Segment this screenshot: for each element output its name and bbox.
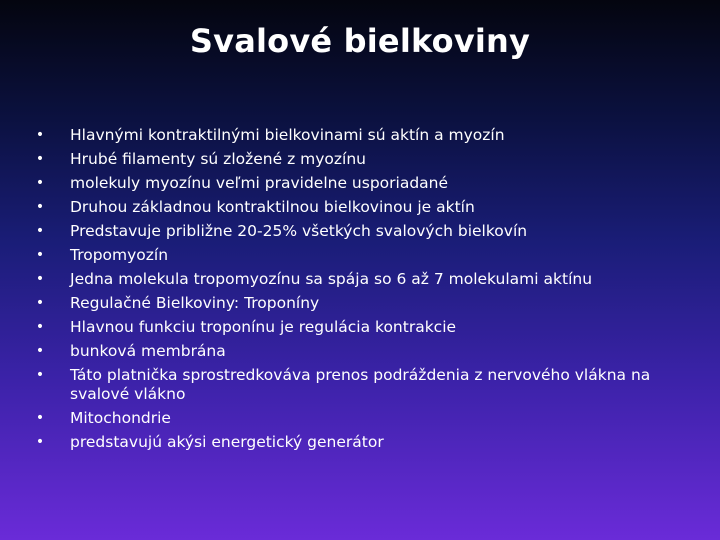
bullet-text: bunková membrána	[70, 342, 226, 360]
bullet-text: Táto platnička sprostredkováva prenos podráždenia z nervového vlákna na svalové vlákno	[70, 366, 651, 403]
bullet-icon: •	[35, 410, 45, 426]
bullet-icon: •	[35, 199, 45, 215]
bullet-item	[35, 174, 688, 193]
bullet-item	[35, 342, 688, 361]
bullet-icon: •	[35, 175, 45, 191]
bullet-item	[35, 150, 688, 169]
bullet-text: Regulačné Bielkoviny: Troponíny	[70, 294, 320, 312]
bullet-list	[35, 126, 688, 457]
bullet-text: Tropomyozín	[70, 246, 169, 264]
bullet-text: Hlavnými kontraktilnými bielkovinami sú aktín a myozín	[70, 126, 505, 144]
bullet-item	[35, 433, 688, 452]
bullet-text: Predstavuje približne 20-25% všetkých svalových bielkovín	[70, 222, 528, 240]
bullet-item	[35, 318, 688, 337]
bullet-icon: •	[35, 343, 45, 359]
bullet-text: Mitochondrie	[70, 409, 171, 427]
bullet-text: Jedna molekula tropomyozínu sa spája so 6 až 7 molekulami aktínu	[70, 270, 593, 288]
slide-title: Svalové bielkoviny	[189, 22, 531, 60]
bullet-item	[35, 366, 688, 404]
bullet-icon: •	[35, 127, 45, 143]
bullet-icon: •	[35, 295, 45, 311]
bullet-icon: •	[35, 319, 45, 335]
bullet-item	[35, 294, 688, 313]
bullet-item	[35, 270, 688, 289]
bullet-text: Hlavnou funkciu troponínu je regulácia kontrakcie	[70, 318, 457, 336]
bullet-icon: •	[35, 271, 45, 287]
bullet-icon: •	[35, 247, 45, 263]
bullet-item	[35, 246, 688, 265]
bullet-item	[35, 126, 688, 145]
bullet-icon: •	[35, 151, 45, 167]
bullet-icon: •	[35, 367, 45, 383]
bullet-item	[35, 222, 688, 241]
bullet-text: predstavujú akýsi energetický generátor	[70, 433, 384, 451]
bullet-item	[35, 409, 688, 428]
bullet-icon: •	[35, 434, 45, 450]
bullet-text: Hrubé filamenty sú zložené z myozínu	[70, 150, 366, 168]
bullet-text: molekuly myozínu veľmi pravidelne usporiadané	[70, 174, 449, 192]
bullet-text: Druhou základnou kontraktilnou bielkovinou je aktín	[70, 198, 475, 216]
bullet-item	[35, 198, 688, 217]
bullet-icon: •	[35, 223, 45, 239]
